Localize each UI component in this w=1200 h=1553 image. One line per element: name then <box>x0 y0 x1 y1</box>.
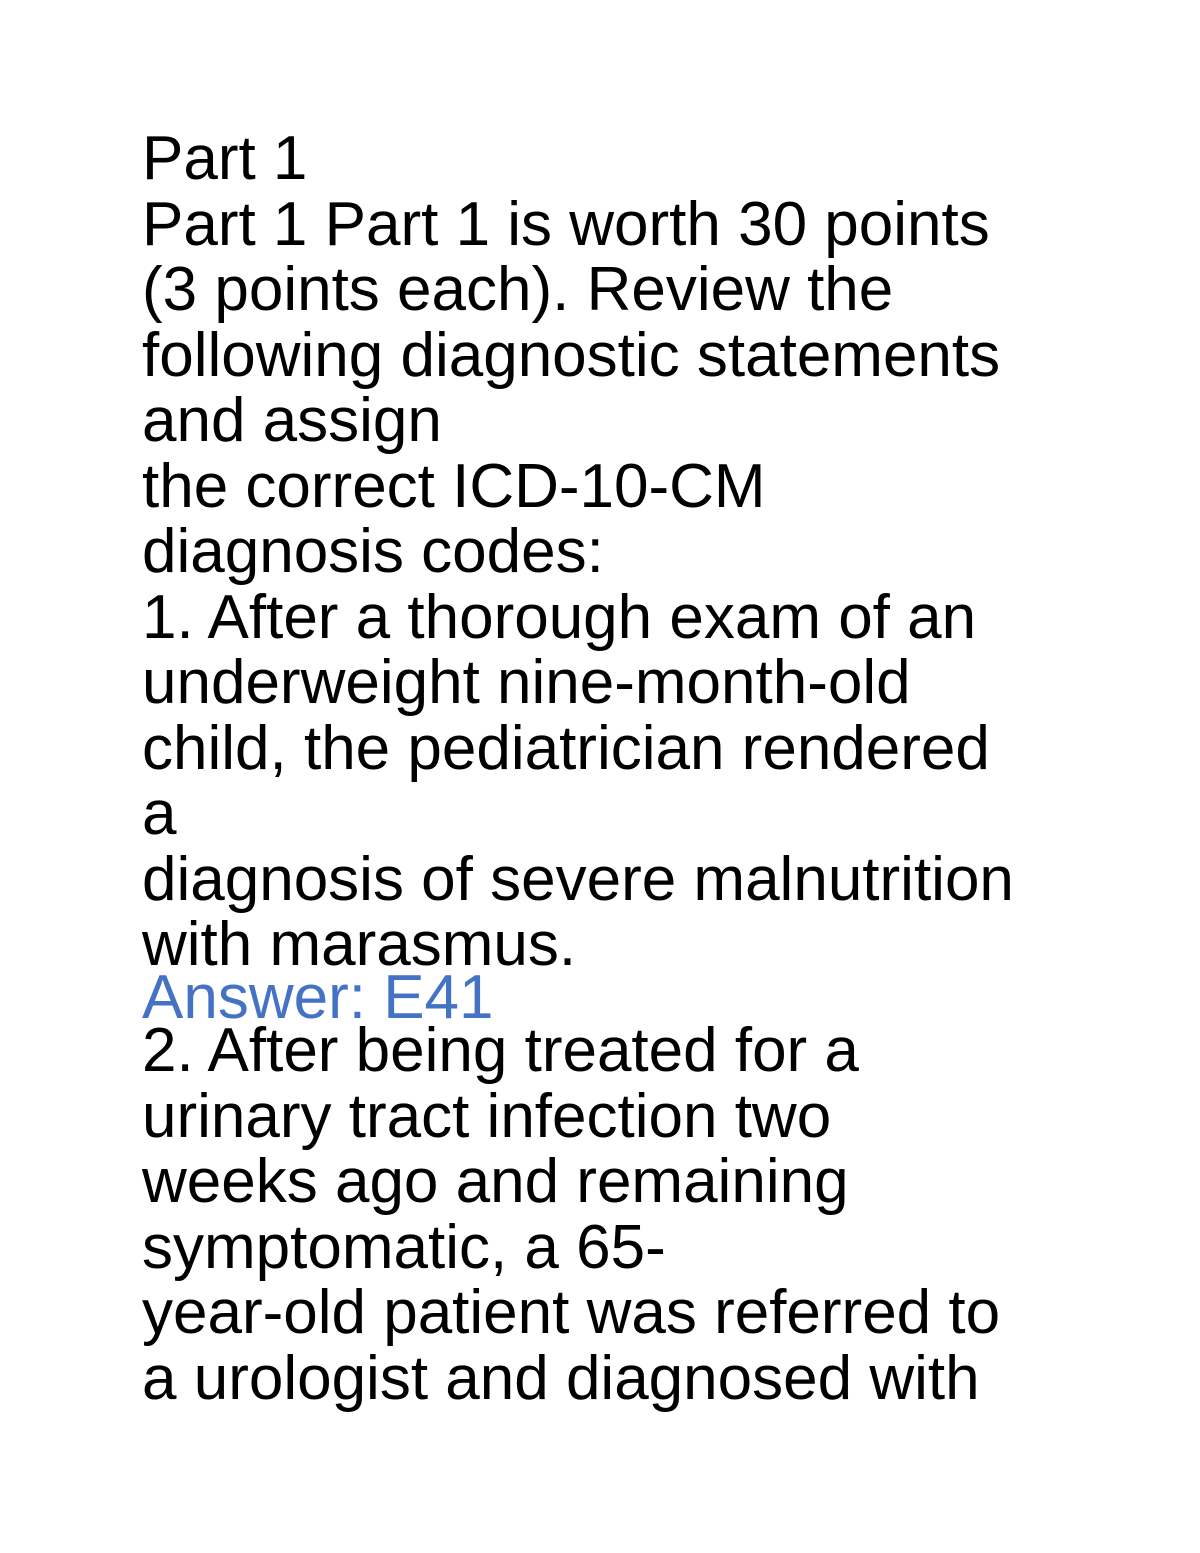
instructions-line-1: Part 1 Part 1 is worth 30 points <box>142 189 990 259</box>
part-heading: Part 1 <box>142 124 308 193</box>
document-body <box>142 126 1142 1411</box>
instructions-line-5: the correct ICD-10-CM <box>142 451 766 521</box>
instructions-line-6: diagnosis codes: <box>142 517 604 586</box>
question-1-line-5: diagnosis of severe malnutrition <box>142 844 1014 914</box>
instructions-line-3: following diagnostic statements <box>142 320 1001 390</box>
question-1-line-4: a <box>142 779 177 848</box>
question-2-line-2: urinary tract infection two <box>142 1081 832 1151</box>
instructions-line-4: and assign <box>142 386 442 455</box>
question-1-line-2: underweight nine-month-old <box>142 648 911 717</box>
question-2-line-4: symptomatic, a 65- <box>142 1212 666 1282</box>
question-1-line-6: with marasmus. <box>142 910 577 979</box>
question-1-line-3: child, the pediatrician rendered <box>142 713 990 783</box>
instructions-line-2: (3 points each). Review the <box>142 255 894 324</box>
question-2-line-3: weeks ago and remaining <box>142 1147 849 1216</box>
question-2-line-5: year-old patient was referred to <box>142 1278 1001 1347</box>
question-1-line-1: 1. After a thorough exam of an <box>142 582 977 652</box>
answer-1: Answer: E41 <box>142 963 494 1032</box>
question-2-line-6: a urologist and diagnosed with <box>142 1343 980 1413</box>
question-2-line-1: 2. After being treated for a <box>142 1016 859 1085</box>
